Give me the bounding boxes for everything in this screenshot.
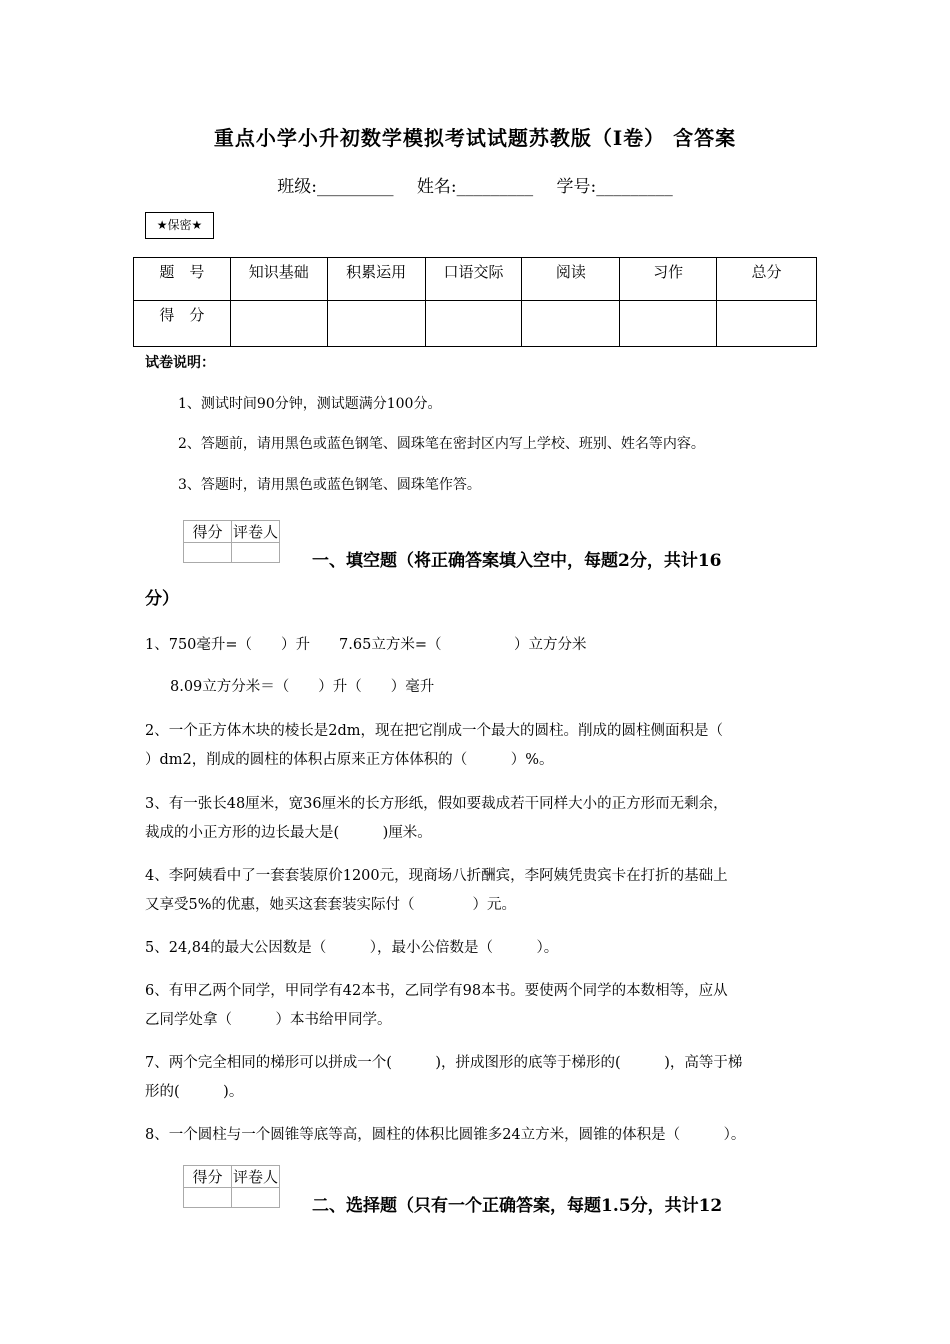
question-line: 3、有一张长48厘米，宽36厘米的长方形纸，假如要裁成若干同样大小的正方形而无剩余， [145,796,728,812]
score-table-header-row [134,258,817,301]
score-input-cell[interactable] [522,301,620,347]
score-input-cell[interactable] [327,301,425,347]
grader-score-label: 得分 [184,521,232,543]
page-title: 重点小学小升初数学模拟考试试题苏教版（I卷） 含答案 [213,126,737,150]
instruction-item: 2、答题前，请用黑色或蓝色钢笔、圆珠笔在密封区内写上学校、班别、姓名等内容。 [178,436,705,452]
name-field[interactable]: 姓名:_________ [416,177,534,197]
question-line: 1、750毫升=（ ）升 7.65立方米=（ ）立方分米 [145,637,587,653]
score-input-cell[interactable] [717,301,817,347]
score-header-cell: 习作 [620,258,717,301]
grader-box [183,1165,280,1208]
section1-title: 一、填空题（将正确答案填入空中，每题2分，共计16 [312,551,722,571]
score-header-cell: 总分 [717,258,817,301]
question-line: 乙同学处拿（ ）本书给甲同学。 [145,1012,392,1028]
instruction-item: 1、测试时间90分钟，测试题满分100分。 [178,396,442,412]
section1-title-cont: 分） [145,589,179,609]
grader-score-label: 得分 [184,1166,232,1188]
question-line: 2、一个正方体木块的棱长是2dm，现在把它削成一个最大的圆柱。削成的圆柱侧面积是（ [145,723,723,739]
grader-reviewer-cell[interactable] [232,543,280,563]
question-line: 又享受5%的优惠，她买这套套装实际付（ ）元。 [145,897,517,913]
score-header-cell: 题 号 [134,258,231,301]
grader-score-cell[interactable] [184,543,232,563]
grader-reviewer-label: 评卷人 [232,521,280,543]
instructions-heading: 试卷说明： [145,355,215,371]
question-line: 裁成的小正方形的边长最大是( )厘米。 [145,825,432,841]
score-input-cell[interactable] [230,301,327,347]
score-header-cell: 口语交际 [425,258,522,301]
question-line: 8、一个圆柱与一个圆锥等底等高，圆柱的体积比圆锥多24立方米，圆锥的体积是（ ）。 [145,1127,746,1143]
grader-reviewer-cell[interactable] [232,1188,280,1208]
student-info-row [0,172,950,197]
score-header-cell: 积累运用 [327,258,425,301]
score-table [133,257,817,347]
question-line: 形的( )。 [145,1084,244,1100]
score-header-cell: 阅读 [522,258,620,301]
class-field[interactable]: 班级:_________ [277,177,394,197]
grader-score-cell[interactable] [184,1188,232,1208]
question-line: 7、两个完全相同的梯形可以拼成一个( )，拼成图形的底等于梯形的( )，高等于梯 [145,1055,743,1071]
score-table-score-row [134,301,817,347]
student-id-field[interactable]: 学号:_________ [556,177,673,197]
question-line: 5、24,84的最大公因数是（ ），最小公倍数是（ ）。 [145,940,559,956]
question-line: 6、有甲乙两个同学，甲同学有42本书，乙同学有98本书。要使两个同学的本数相等，应从 [145,983,728,999]
section2-title: 二、选择题（只有一个正确答案，每题1.5分，共计12 [312,1196,723,1216]
confidential-badge: ★保密★ [145,212,214,239]
score-input-cell[interactable] [620,301,717,347]
instruction-item: 3、答题时，请用黑色或蓝色钢笔、圆珠笔作答。 [178,477,481,493]
question-line: 8.09立方分米＝（ ）升（ ）毫升 [170,679,435,695]
score-header-cell: 知识基础 [230,258,327,301]
question-line: ）dm2，削成的圆柱的体积占原来正方体体积的（ ）%。 [145,752,554,768]
question-line: 4、李阿姨看中了一套套装原价1200元，现商场八折酬宾，李阿姨凭贵宾卡在打折的基础上 [145,868,728,884]
score-row-label: 得 分 [134,301,231,347]
grader-box [183,520,280,563]
score-input-cell[interactable] [425,301,522,347]
grader-reviewer-label: 评卷人 [232,1166,280,1188]
